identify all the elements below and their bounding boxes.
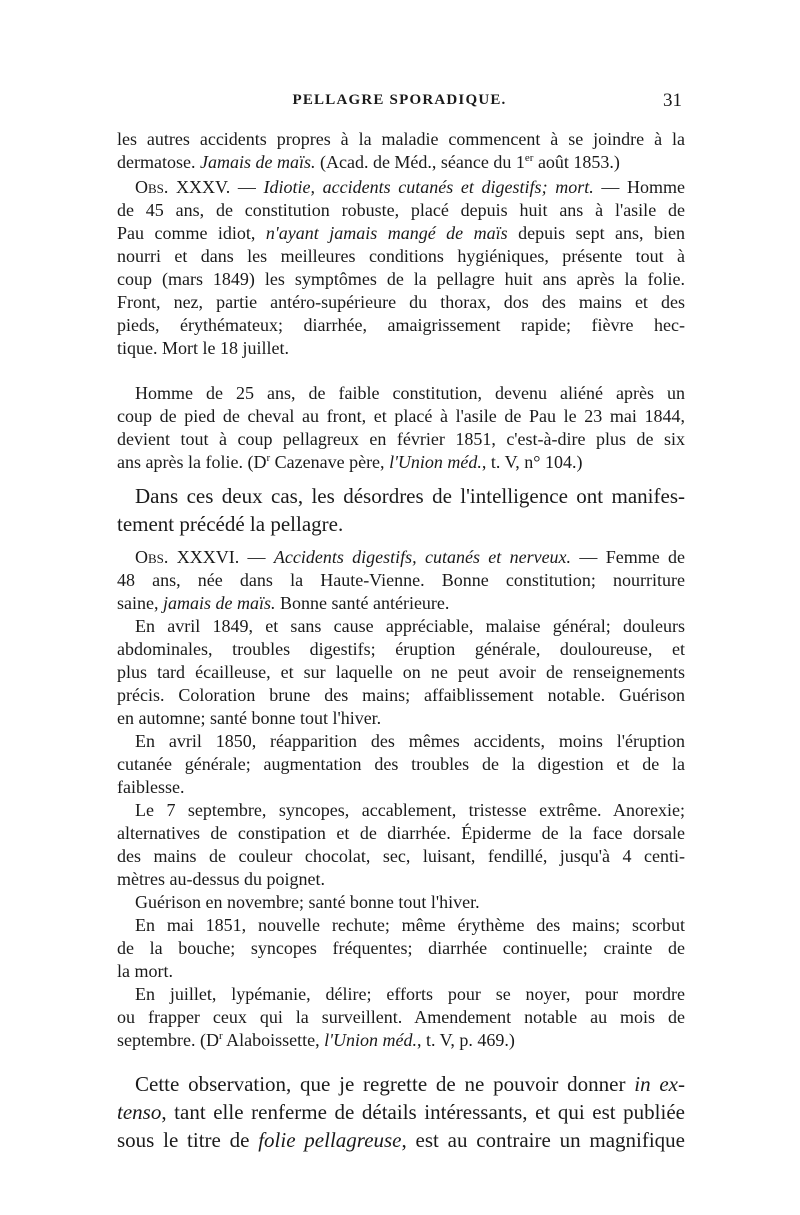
page-header xyxy=(117,92,682,120)
observation-heading-line: Obs. XXXV. — Idiotie, accidents cutanés et digestifs; mort. — Homme xyxy=(135,177,686,197)
text-line: Cette observation, que je regrette de ne pouvoir donner in ex- xyxy=(135,1072,685,1096)
text-line: En juillet, lypémanie, délire; efforts pour se noyer, pour mordre xyxy=(135,984,685,1004)
text-line: abdominales, troubles digestifs; éruption générale, douloureuse, et xyxy=(117,639,685,659)
text-line: En avril 1849, et sans cause appréciable, malaise général; douleurs xyxy=(135,616,685,636)
text-line: tique. Mort le 18 juillet. xyxy=(117,338,289,358)
text-line: Homme de 25 ans, de faible constitution, devenu aliéné après un xyxy=(135,383,685,403)
text-line: plus tard écailleuse, et sur laquelle on ne peut avoir de renseignements xyxy=(117,662,685,682)
intro-paragraph xyxy=(117,128,685,174)
text-line: alternatives de constipation et de diarrhée. Épiderme de la face dorsale xyxy=(117,823,685,843)
text-line: nourri et dans les meilleures conditions hygiéniques, présente tout à xyxy=(117,246,685,266)
text-line: sous le titre de folie pellagreuse, est au contraire un magnifique xyxy=(117,1128,686,1152)
text-line: pieds, érythémateux; diarrhée, amaigrissement rapide; fièvre hec- xyxy=(117,315,685,335)
text-line: Le 7 septembre, syncopes, accablement, tristesse extrême. Anorexie; xyxy=(135,800,685,820)
text-line: des mains de couleur chocolat, sec, luisant, fendillé, jusqu'à 4 centi- xyxy=(117,846,685,866)
observation-heading-line: Obs. XXXVI. — Accidents digestifs, cutanés et nerveux. — Femme de xyxy=(135,547,686,567)
text-line: coup de pied de cheval au front, et placé à l'asile de Pau le 23 mai 1844, xyxy=(117,406,685,426)
text-line: dermatose. Jamais de maïs. (Acad. de Méd., séance du 1er août 1853.) xyxy=(117,152,620,172)
text-line: mètres au-dessus du poignet. xyxy=(117,869,325,889)
text-line: ans après la folie. ($D^r$ Cazenave père, l'Union méd., t. V, n° 104.) xyxy=(117,452,583,472)
text-line: Pau comme idiot, n'ayant jamais mangé de maïs depuis sept ans, bien xyxy=(117,223,686,243)
running-title: PELLAGRE SPORADIQUE. xyxy=(292,92,507,108)
text-line: tement précédé la pellagre. xyxy=(117,512,344,536)
observation-label: Obs. XXXV. xyxy=(135,177,231,197)
text-line: devient tout à coup pellagreux en février 1851, c'est-à-dire plus de six xyxy=(117,429,685,449)
text-line: la mort. xyxy=(117,961,173,981)
text-line: en automne; santé bonne tout l'hiver. xyxy=(117,708,382,728)
text-line: de la bouche; syncopes fréquentes; diarrhée continuelle; crainte de xyxy=(117,938,685,958)
text-line: 48 ans, née dans la Haute-Vienne. Bonne constitution; nourriture xyxy=(117,570,685,590)
text-line: Dans ces deux cas, les désordres de l'intelligence ont manifes- xyxy=(135,484,685,508)
case-paragraph xyxy=(117,382,685,474)
text-line: Guérison en novembre; santé bonne tout l'hiver. xyxy=(135,892,480,912)
observation-label: Obs. XXXVI. xyxy=(135,547,240,567)
text-line: ou frapper ceux qui la surveillent. Amendement notable au mois de xyxy=(117,1007,685,1027)
observation-35 xyxy=(117,176,685,360)
observation-36 xyxy=(117,546,685,1052)
author-comment-2 xyxy=(117,1070,685,1154)
author-comment xyxy=(117,482,685,538)
text-line: En avril 1850, réapparition des mêmes accidents, moins l'éruption xyxy=(135,731,685,751)
text-line: précis. Coloration brune des mains; affaiblissement notable. Guérison xyxy=(117,685,685,705)
text-line: Front, nez, partie antéro-supérieure du thorax, dos des mains et des xyxy=(117,292,685,312)
text-line: En mai 1851, nouvelle rechute; même érythème des mains; scorbut xyxy=(135,915,685,935)
text-line: septembre. ($D^r$ Alaboissette, l'Union méd., t. V, p. 469.) xyxy=(117,1030,515,1050)
text-line: saine, jamais de maïs. Bonne santé antérieure. xyxy=(117,593,450,613)
text-line: coup (mars 1849) les symptômes de la pellagre huit ans après la folie. xyxy=(117,269,685,289)
text-line: de 45 ans, de constitution robuste, placé depuis huit ans à l'asile de xyxy=(117,200,685,220)
text-line: cutanée générale; augmentation des troubles de la digestion et de la xyxy=(117,754,685,774)
page-number: 31 xyxy=(663,90,682,111)
text-line: tenso, tant elle renferme de détails intéressants, et qui est publiée xyxy=(117,1100,685,1124)
text-line: faiblesse. xyxy=(117,777,185,797)
text-line: les autres accidents propres à la maladie commencent à se joindre à la xyxy=(117,129,685,149)
